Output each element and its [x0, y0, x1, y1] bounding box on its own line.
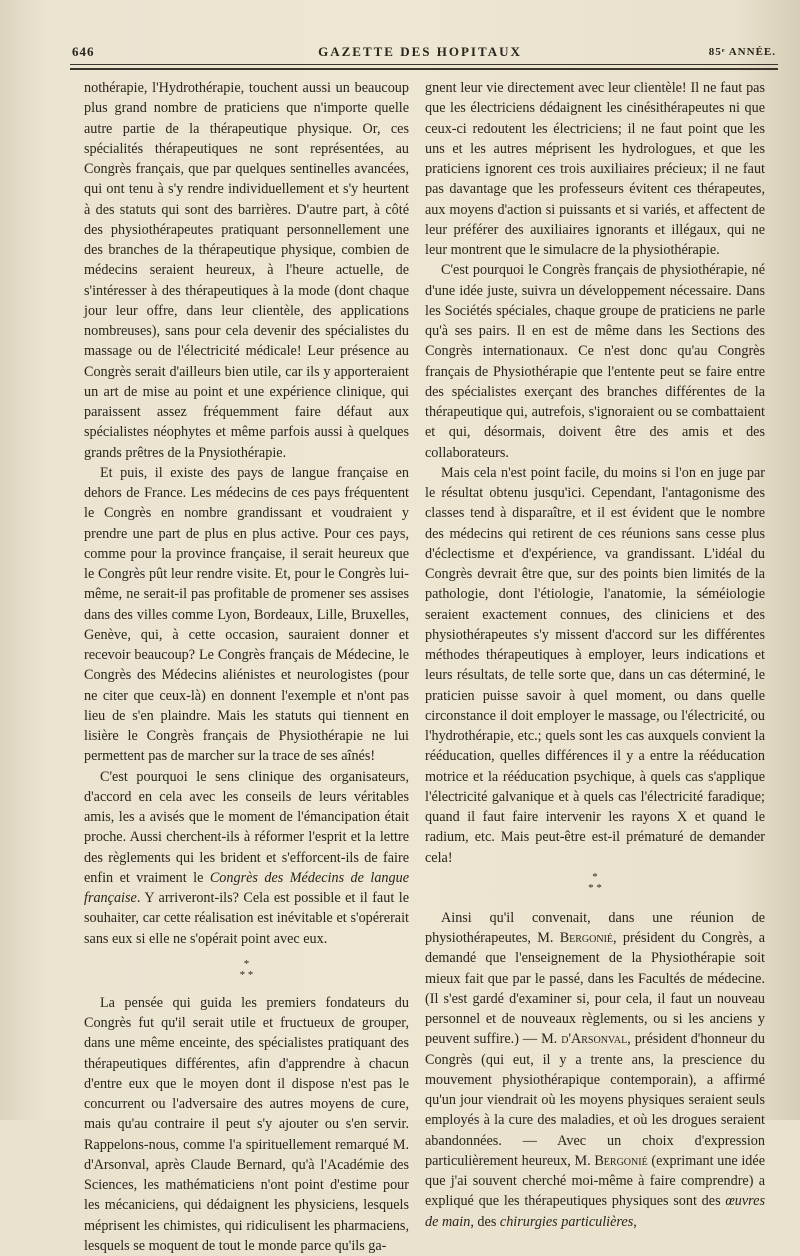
right-column — [425, 78, 765, 1232]
year-label: 85ᵉ ANNÉE. — [708, 46, 776, 58]
emphasis: œuvres de main — [425, 1193, 765, 1230]
header-rule-thick — [70, 68, 778, 70]
page-number: 646 — [72, 44, 95, 59]
person-name: Bergonié — [594, 1152, 648, 1169]
paragraph: gnent leur vie directement avec leur clientèle! Il ne faut pas que les électriciens dédaignent les cinésithérapeutes ni que ceux-ci redoutent les électriciens; il ne faut point que les uns et les autres méprisent les hydrologues, et que les praticiens ignorent ces trois auxiliaires précieux; il ne faut pas davantage que les professeurs évitent ces thérapeutes, aux moyens d'action si puissants et si variés, et affectent de leur préférer des auxiliaires ignorants et illégaux, qui ne leur montrent que le simulacre de la physiothérapie. — [425, 80, 765, 258]
journal-title: GAZETTE DES HOPITAUX — [318, 44, 522, 59]
paragraph: Mais cela n'est point facile, du moins si l'on en juge par le résultat obtenu jusqu'ici. Cependant, l'antagonisme des classes tend à disparaître, et il est évident que le nombre des médecins qui retirent de ces réunions sans cesse plus d'éclectisme et d'expérience, va grandissant. L'idéal du Congrès devrait être que, sur des points bien limités de la pathologie, dont l'étiologie, l'anatomie, la séméiologie seraient exactement connues, des cliniciens et des physiothérapeutes s'y missent d'accord sur les différentes méthodes thérapeutiques à employer, leurs indications et leurs résultats, de telle sorte que, dans un cas déterminé, le praticien puisse savoir à quel moment, ou dans quelle circonstance il doit employer le massage, ou l'électricité, ou l'hydrothérapie, etc.; quels sont les cas auxquels convient la rééducation, quelles différences il y a entre la rééducation motrice et la rééducation psychique, à quels cas s'applique l'électricité galvanique et à quels cas l'électricité faradique; quand il faut faire intervenir les rayons X et quand le radium, etc. Mais peut-être est-il prématuré de demander cela! — [425, 464, 765, 866]
paragraph: La pensée qui guida les premiers fondateurs du Congrès fut qu'il serait utile et fructueux de grouper, dans une même enceinte, des spécialistes pratiquant des thérapeutiques différentes, afin d'apprendre à chacun d'entre eux que le moyen dont il dispose n'est pas le concurrent ou l'adversaire des autres moyens de cure, mais qu'au contraire il peut s'y ajouter ou s'en servir. Rappelons-nous, comme l'a spirituellement remarqué M. d'Arsonval, après Claude Bernard, qu'à l'Académie des Sciences, les mathématiciens n'ont point d'estime pour les mécaniciens, qui dédaignent les physiciens, lesquels méprisent les chimistes, qui ridiculisent les pharmaciens, lesquels se moquent de tout le monde parce qu'ils ga- — [84, 994, 409, 1254]
paragraph: Et puis, il existe des pays de langue française en dehors de France. Les médecins de ces pays fréquentent le Congrès en nombre grandissant et voudraient y prendre une part de plus en plus active. Pour ces pays, comme pour la province française, il serait heureux que le Congrès pût leur rendre visite. Et, pour le Congrès lui-même, ne serait-il pas profitable de promener ses assises dans des villes comme Lyon, Bordeaux, Lille, Bruxelles, Genève, qui, à cette occasion, sauraient donner et recevoir beaucoup? Le Congrès français de Médecine, le Congrès des Médecins aliénistes et neurologistes (pour ne citer que ceux-là) en donnent l'exemple et n'ont pas lieu de s'en plaindre. Mais les statuts qui tiennent en lisière le Congrès français de Physiothérapie ne lui permettent pas de marcher sur la trace de ses aînés! — [84, 464, 409, 765]
paragraph: C'est pourquoi le sens clinique des organisateurs, d'accord en cela avec les conseils de leurs véritables amis, les a avisés que le moment de l'émancipation était proche. Aussi cherchent-ils à réformer l'esprit et la lettre des règlements qui les brident et s'efforcent-ils de faire enfin et vraiment le Congrès des Médecins de langue française. Y arriveront-ils? Cela est possible et il faut le souhaiter, car cette réalisation est inévitable et s'opérerait sans eux si elle ne s'opérait point avec eux. — [84, 768, 409, 947]
section-separator: * * * — [588, 870, 602, 894]
header-rule-thin — [70, 64, 778, 65]
page-header — [60, 40, 780, 64]
paragraph: C'est pourquoi le Congrès français de physiothérapie, né d'une idée juste, suivra un développement nécessaire. Dans les Sociétés spéciales, chaque groupe de praticiens ne parle qu'à ses pairs. Il en est de même dans les Sections des Congrès internationaux. Ce n'est donc qu'au Congrès français de Physiothérapie que l'entente peut se faire entre des spécialistes exerçant des branches différentes de la thérapeutique qui, autrefois, s'ignoraient ou se combattaient et qui, désormais, doivent être des amis et des collaborateurs. — [425, 262, 765, 461]
paragraph: Ainsi qu'il convenait, dans une réunion de physiothérapeutes, M. Bergonié, président du Congrès, a demandé que l'enseignement de la Physiothérapie soit mieux fait que par le passé, dans les Facultés de médecine. (Il s'est gardé d'examiner si, pour cela, il faut un nouveau personnel et de nouveaux règlements, ou si les anciens y peuvent suffire.) — M. d'Arsonval, président d'honneur du Congrès (qui eut, il y a trente ans, la prescience du mouvement physiothérapique contemporain), a affirmé qu'un jour viendrait où les moyens physiques seraient seuls employés à la cure des maladies, et où les drogues seraient abandonnées. — Avec un choix d'expression particulièrement heureux, M. Bergonié (exprimant une idée que j'ai souvent cherché moi-même à faire comprendre) a expliqué que les thérapeutiques physiques sont des œuvres de main, des chirurgies particulières, — [425, 909, 765, 1230]
person-name: d'Arsonval — [561, 1031, 628, 1048]
emphasis: Congrès des Médecins de langue française — [84, 869, 409, 906]
left-column — [84, 78, 409, 1256]
paragraph: nothérapie, l'Hydrothérapie, touchent aussi un beaucoup plus grand nombre de praticiens que n'importe quelle autre partie de la thérapeutique physique. Or, ces spécialités thérapeutiques ne sont représentées, au Congrès français, que par quelques sentinelles avancées, qui ont tenu à s'y rendre individuellement et s'y heurtent à des statuts qui sont des barrières. D'autre part, à côté des physiothérapeutes pratiquant personnellement une des branches de la thérapeutique physique, combien de médecins seraient heureux, à l'heure actuelle, de s'intéresser à des thérapeutiques à la mode (dont chaque jour leur offre, dans leur clientèle, des applications nombreuses), sans pour cela devenir des spécialistes du massage ou de l'électricité médicale! Leur présence au Congrès serait d'ailleurs bien utile, car ils y apporteraient un art de mise au point et une expérience clinique, qui paraissent assez fréquemment faire défaut aux spécialistes néophytes et même parfois aussi à quelques grands prêtres de la Pnysiothérapie. — [84, 80, 409, 461]
emphasis: chirurgies particulières — [499, 1213, 634, 1230]
section-separator: * * * — [239, 957, 254, 981]
person-name: Bergonié — [559, 930, 614, 946]
